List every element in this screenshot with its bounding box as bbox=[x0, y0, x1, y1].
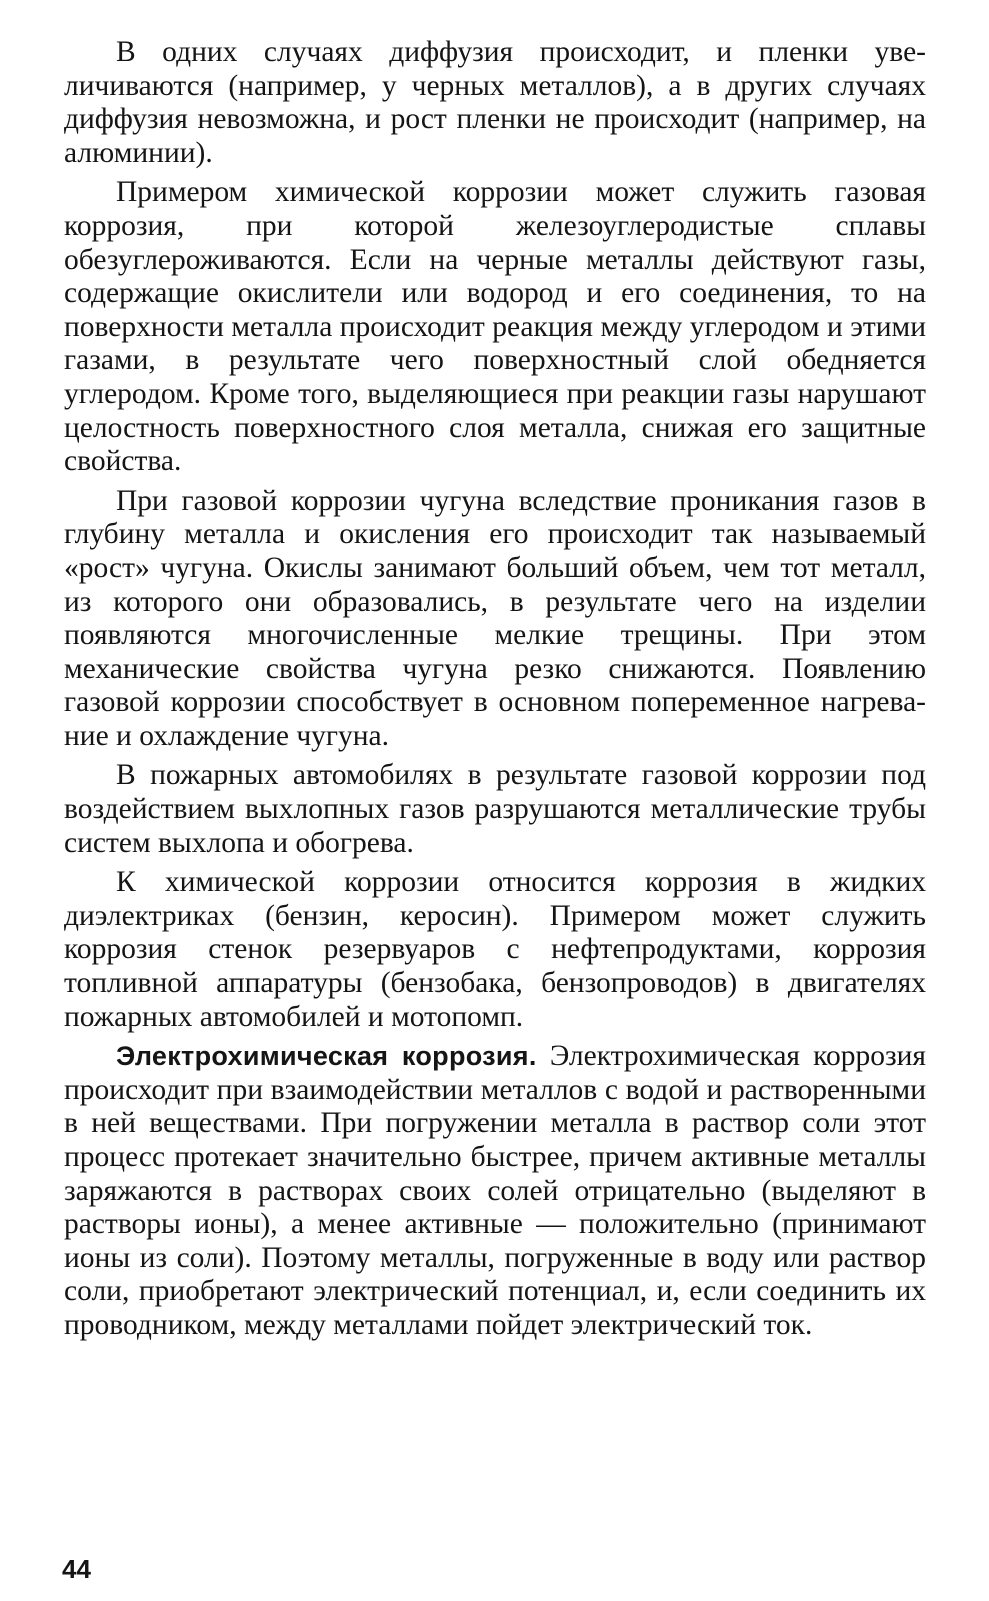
section-heading-electrochemical: Электрохимическая коррозия. bbox=[116, 1041, 537, 1072]
paragraph-gas-corrosion: Примером химической коррозии может служить газовая коррозия, при которой железоуглеродистые сплавы обезуглероживаются. Если на черные металлы действуют газы, содержащие окислители или водород и его соединения, то на поверхности металла происходит реакция между углеродом и этими газами, в результате чего поверхностный слой обедняется углеродом. Кроме того, выделяющиеся при реакции газы нарушают целостность поверхностного слоя металла, снижая его защитные свойства. bbox=[64, 176, 926, 478]
paragraph-fire-vehicles: В пожарных автомобилях в результате газовой коррозии под воздействием выхлопных газов разрушаются металлические трубы систем выхлопа и обогрева. bbox=[64, 759, 926, 859]
page-body bbox=[64, 36, 926, 1343]
paragraph-cast-iron: При газовой коррозии чугуна вследствие проникания газов в глубину металла и окисления его происходит так называемый «рост» чугуна. Окислы занимают больший объем, чем тот металл, из которого они образовались, в результате чего на изделии появляются многочисленные мелкие трещины. При этом механические свойства чугуна резко снижаются. Появлению газовой коррозии способствует в основном попеременное нагревание и охлаждение чугуна. bbox=[64, 484, 926, 752]
electrochemical-text: Электрохимическая коррозия происходит при взаимодействии металлов с водой и растворенными в ней веществами. При погружении металла в раствор соли этот процесс протекает значительно быстрее, причем активные металлы заряжаются в растворах своих солей отрицательно (выделяют в растворы ионы), а менее активные — положительно (принимают ионы из соли). Поэтому металлы, погруженные в воду или раствор соли, приобретают электрический потенциал, и, если соединить их проводником, между металлами пойдет электрический ток. bbox=[64, 1040, 926, 1341]
paragraph-electrochemical bbox=[64, 1040, 926, 1342]
paragraph-diffusion: В одних случаях диффузия происходит, и пленки увеличиваются (например, у черных металлов), а в других случаях диффузия невозможна, и рост пленки не происходит (например, на алюминии). bbox=[64, 36, 926, 169]
page-number: 44 bbox=[62, 1554, 91, 1584]
paragraph-liquid-dielectrics: К химической коррозии относится коррозия в жидких диэлектриках (бензин, керосин). Примером может служить коррозия стенок резервуаров с нефтепродуктами, коррозия топливной аппаратуры (бензобака, бензопроводов) в двигателях пожарных автомобилей и мотопомп. bbox=[64, 866, 926, 1033]
